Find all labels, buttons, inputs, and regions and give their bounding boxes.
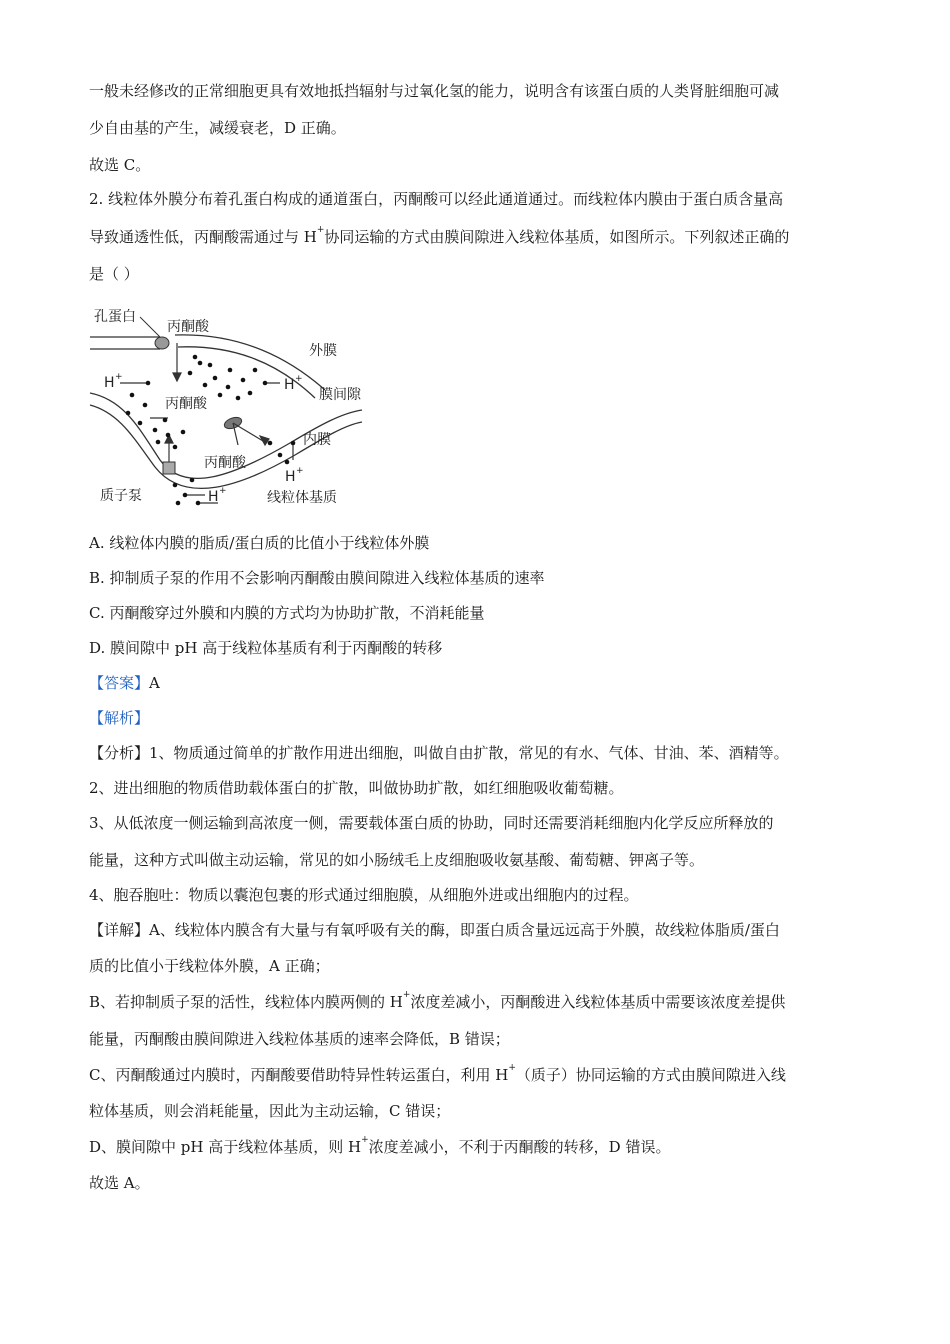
analysis-p2: 2、进出细胞的物质借助载体蛋白的扩散，叫做协助扩散，如红细胞吸收葡萄糖。 [89,779,624,797]
label-plus-2: + [295,374,303,384]
detail-d1 [89,1137,670,1157]
label-plus-4: + [296,466,304,476]
analysis-p3b: 能量，这种方式叫做主动运输，常见的如小肠绒毛上皮细胞吸收氨基酸、葡萄糖、钾离子等。 [89,851,705,869]
option-c: C. 丙酮酸穿过外膜和内膜的方式均为协助扩散，不消耗能量 [89,604,485,622]
option-b: B. 抑制质子泵的作用不会影响丙酮酸由膜间隙进入线粒体基质的速率 [89,569,545,587]
detail-d1-sup: + [361,1135,369,1145]
detail-b1-b: 浓度差减小，丙酮酸进入线粒体基质中需要该浓度差提供 [410,993,786,1011]
label-plus-3: + [219,486,227,496]
intro-line-2: 少自由基的产生，减缓衰老，D 正确。 [89,119,346,137]
analysis-p4: 4、胞吞胞吐：物质以囊泡包裹的形式通过细胞膜，从细胞外进或出细胞内的过程。 [89,886,639,904]
label-plus-1: + [115,372,123,382]
analysis-p1 [89,743,789,763]
detail-b2: 能量，丙酮酸由膜间隙进入线粒体基质的速率会降低，B 错误； [89,1030,510,1048]
label-inner-membrane: 内膜 [303,432,331,448]
question-line-2 [89,227,789,247]
detail-conclusion: 故选 A。 [89,1174,150,1192]
detail-b1-sup: + [402,990,411,1000]
label-h-2: H [284,377,295,393]
label-porin: 孔蛋白 [94,309,136,325]
detail-a1 [89,920,780,940]
detail-tag: 【详解】 [89,921,150,939]
intro-line-1: 一般未经修改的正常细胞更具有效地抵挡辐射与过氧化氢的能力，说明含有该蛋白质的人类肾脏细胞可减 [89,82,780,100]
detail-a2: 质的比值小于线粒体外膜，A 正确； [89,957,330,975]
detail-c2: 粒体基质，则会消耗能量，因此为主动运输，C 错误； [89,1102,451,1120]
analysis-p3a: 3、从低浓度一侧运输到高浓度一侧，需要载体蛋白质的协助，同时还需要消耗细胞内化学反应所释放的 [89,814,774,832]
label-intermembrane-space: 膜间隙 [319,387,361,403]
arrows [120,343,293,503]
label-outer-membrane: 外膜 [309,343,337,359]
proton-pump-box [163,462,175,474]
intro-conclusion: 故选 C。 [89,156,151,174]
analysis-p1-text: 1、物质通过简单的扩散作用进出细胞，叫做自由扩散，常见的有水、气体、甘油、苯、酒精等。 [149,744,789,762]
detail-b1 [89,992,785,1012]
question-line-2-b: 协同运输的方式由膜间隙进入线粒体基质，如图所示。下列叙述正确的 [324,228,790,246]
answer-line [89,673,160,693]
label-pyruvate-bottom: 丙酮酸 [204,455,246,471]
detail-a1-text: A、线粒体内膜含有大量与有氧呼吸有关的酶，即蛋白质含量远远高于外膜，故线粒体脂质/蛋白 [149,921,780,939]
label-h-4: H [285,469,296,485]
detail-c1-a: C、丙酮酸通过内膜时，丙酮酸要借助特异性转运蛋白，利用 H [89,1066,509,1084]
mitochondria-diagram [80,295,380,510]
analysis-tag: 【分析】 [89,744,150,762]
option-d: D. 膜间隙中 pH 高于线粒体基质有利于丙酮酸的转移 [89,639,443,657]
molecule-dots [126,355,296,506]
label-matrix: 线粒体基质 [267,490,337,506]
question-line-3: 是（ ） [89,265,139,283]
detail-d1-b: 浓度差减小，不利于丙酮酸的转移，D 错误。 [368,1138,671,1156]
answer-tag: 【答案】 [89,674,150,692]
label-h-1: H [104,375,115,391]
question-line-2-a: 导致通透性低，丙酮酸需通过与 H [89,228,317,246]
detail-c1-b: （质子）协同运输的方式由膜间隙进入线 [515,1066,786,1084]
label-pyruvate-middle: 丙酮酸 [165,396,207,412]
answer-value: A [149,674,160,692]
option-a: A. 线粒体内膜的脂质/蛋白质的比值小于线粒体外膜 [89,534,430,552]
detail-c1 [89,1065,786,1085]
label-proton-pump: 质子泵 [100,488,142,504]
detail-b1-a: B、若抑制质子泵的活性，线粒体内膜两侧的 H [89,993,403,1011]
detail-d1-a: D、膜间隙中 pH 高于线粒体基质，则 H [89,1138,362,1156]
question-line-1: 2. 线粒体外膜分布着孔蛋白构成的通道蛋白，丙酮酸可以经此通道通过。而线粒体内膜由于蛋白质含量高 [89,190,784,208]
analysis-heading: 【解析】 [89,709,150,727]
detail-c1-sup: + [508,1063,516,1073]
label-pyruvate-top: 丙酮酸 [167,319,209,335]
label-h-3: H [208,489,219,505]
porin-protein [140,317,169,349]
question-line-2-sup: + [316,225,325,235]
